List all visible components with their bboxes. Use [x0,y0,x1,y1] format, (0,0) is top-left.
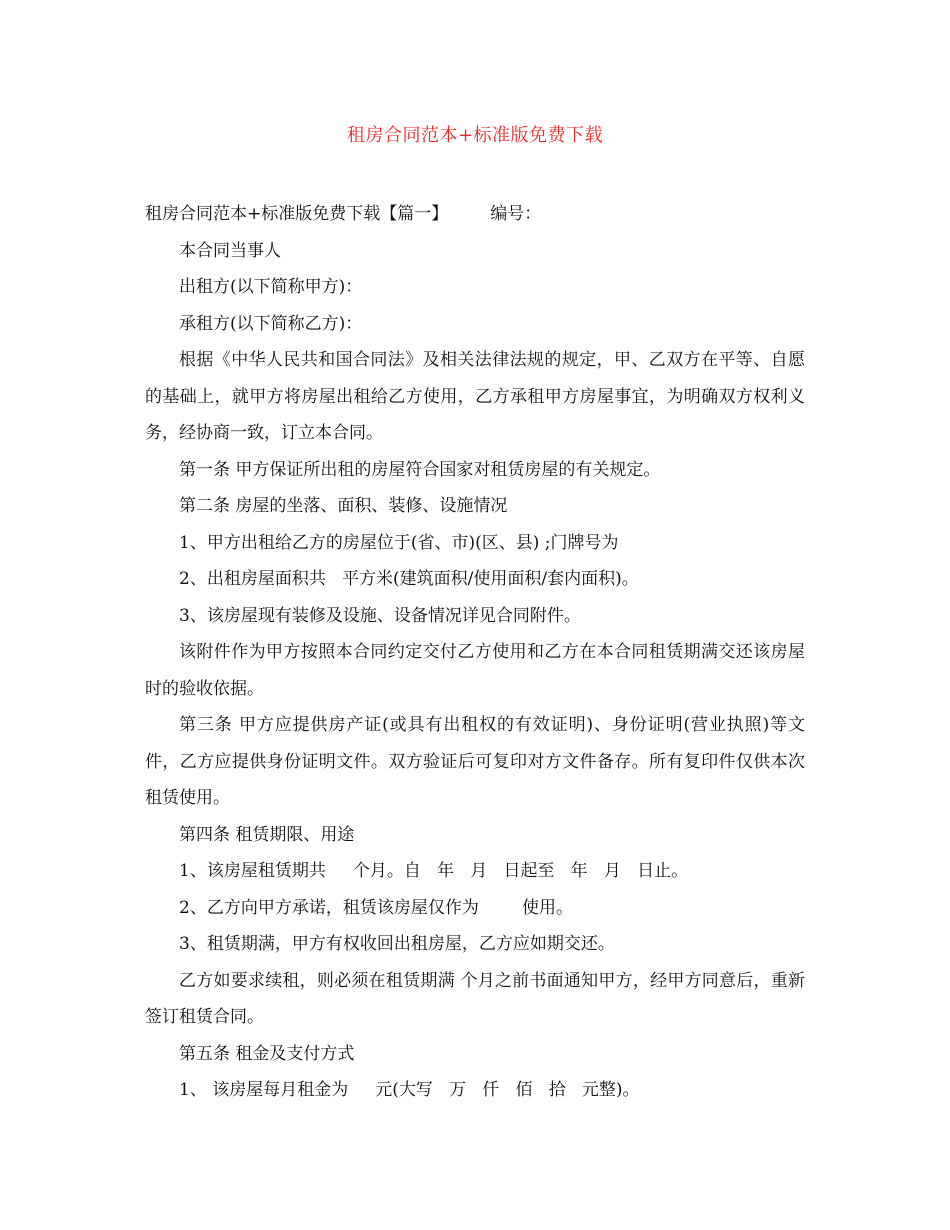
paragraph: 第二条 房屋的坐落、面积、装修、设施情况 [179,496,508,516]
paragraph: 3、该房屋现有装修及设施、设备情况详见合同附件。 [179,605,581,626]
contract-number-label: 编号： [490,204,542,224]
paragraph: 承租方(以下简称乙方)： [179,313,363,334]
paragraph: 该附件作为甲方按照本合同约定交付乙方使用和乙方在本合同租赁期满交还该房屋时的验收依据。 [145,642,805,699]
paragraph: 第三条 甲方应提供房产证(或具有出租权的有效证明)、身份证明(营业执照)等文件，乙方应提供身份证明文件。双方验证后可复印对方文件备存。所有复印件仅供本次租赁使用。 [145,715,805,808]
paragraph: 根据《中华人民共和国合同法》及相关法律法规的规定，甲、乙双方在平等、自愿的基础上，就甲方将房屋出租给乙方使用，乙方承租甲方房屋事宜，为明确双方权利义务，经协商一致，订立本合同。 [145,350,805,443]
paragraph: 出租方(以下简称甲方)： [179,277,363,297]
paragraph: 3、租赁期满，甲方有权收回出租房屋，乙方应如期交还。 [179,934,615,954]
section-heading: 租房合同范本+标准版免费下载【篇一】 [145,204,449,224]
paragraph: 2、出租房屋面积共 平方米(建筑面积/使用面积/套内面积)。 [179,569,639,589]
section-heading-line [145,196,805,233]
paragraph: 1、甲方出租给乙方的房屋位于(省、市)(区、县) ;门牌号为 [179,532,619,553]
paragraph: 第一条 甲方保证所出租的房屋符合国家对租赁房屋的有关规定。 [179,459,661,480]
paragraph: 1、 该房屋每月租金为 元(大写 万 仟 佰 拾 元整)。 [179,1080,640,1100]
paragraph: 2、乙方向甲方承诺，租赁该房屋仅作为 使用。 [179,897,574,918]
document-body [145,196,805,1109]
paragraph: 第五条 租金及支付方式 [179,1043,355,1064]
paragraph: 1、该房屋租赁期共 个月。自 年 月 日起至 年 月 日止。 [179,861,689,881]
document-title: 租房合同范本+标准版免费下载 [346,125,604,146]
paragraph: 本合同当事人 [179,240,281,261]
paragraph: 第四条 租赁期限、用途 [179,824,355,845]
paragraph: 乙方如要求续租，则必须在租赁期满 个月之前书面通知甲方，经甲方同意后，重新签订租赁合同。 [145,970,805,1027]
